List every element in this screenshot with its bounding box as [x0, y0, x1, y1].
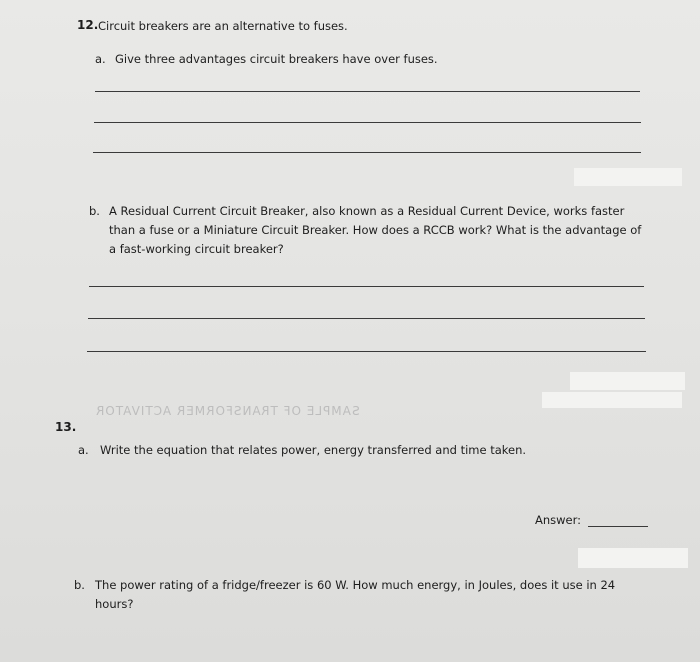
answer-line-12a-1[interactable]	[95, 91, 640, 92]
paper-glare-patch	[570, 372, 685, 390]
question-12b-line-1: A Residual Current Circuit Breaker, also known as a Residual Current Device, works faster	[109, 204, 625, 218]
question-12a-text: Give three advantages circuit breakers have over fuses.	[115, 52, 438, 66]
answer-line-12a-3[interactable]	[93, 152, 641, 153]
question-13a-label: a.	[78, 443, 89, 457]
question-12a-label: a.	[95, 52, 106, 66]
question-12-stem: Circuit breakers are an alternative to fuses.	[98, 19, 348, 33]
question-12b-line-2: than a fuse or a Miniature Circuit Breaker. How does a RCCB work? What is the advantage of	[109, 223, 642, 237]
paper-glare-patch	[578, 548, 688, 568]
answer-blank[interactable]	[588, 526, 648, 527]
answer-label: Answer:	[535, 513, 582, 527]
question-12b-label: b.	[89, 204, 100, 218]
answer-line-12b-1[interactable]	[89, 286, 644, 287]
question-13-number: 13.	[55, 420, 77, 434]
question-13b-label: b.	[74, 578, 85, 592]
question-12-number: 12.	[77, 18, 99, 32]
answer-line-12b-2[interactable]	[88, 318, 645, 319]
question-13a-text: Write the equation that relates power, energy transferred and time taken.	[100, 443, 527, 457]
paper-glare-patch	[542, 392, 682, 408]
paper-glare-patch	[574, 168, 682, 186]
bleed-through-text: SAMPLE OF TRANSFORMER ACTIVATOR	[95, 404, 360, 418]
question-13b-line-1: The power rating of a fridge/freezer is 60 W. How much energy, in Joules, does it use in 24	[95, 578, 616, 592]
question-13b-line-2: hours?	[95, 597, 134, 611]
answer-line-12a-2[interactable]	[94, 122, 641, 123]
answer-line-12b-3[interactable]	[87, 351, 646, 352]
question-12b-line-3: a fast-working circuit breaker?	[109, 242, 284, 256]
